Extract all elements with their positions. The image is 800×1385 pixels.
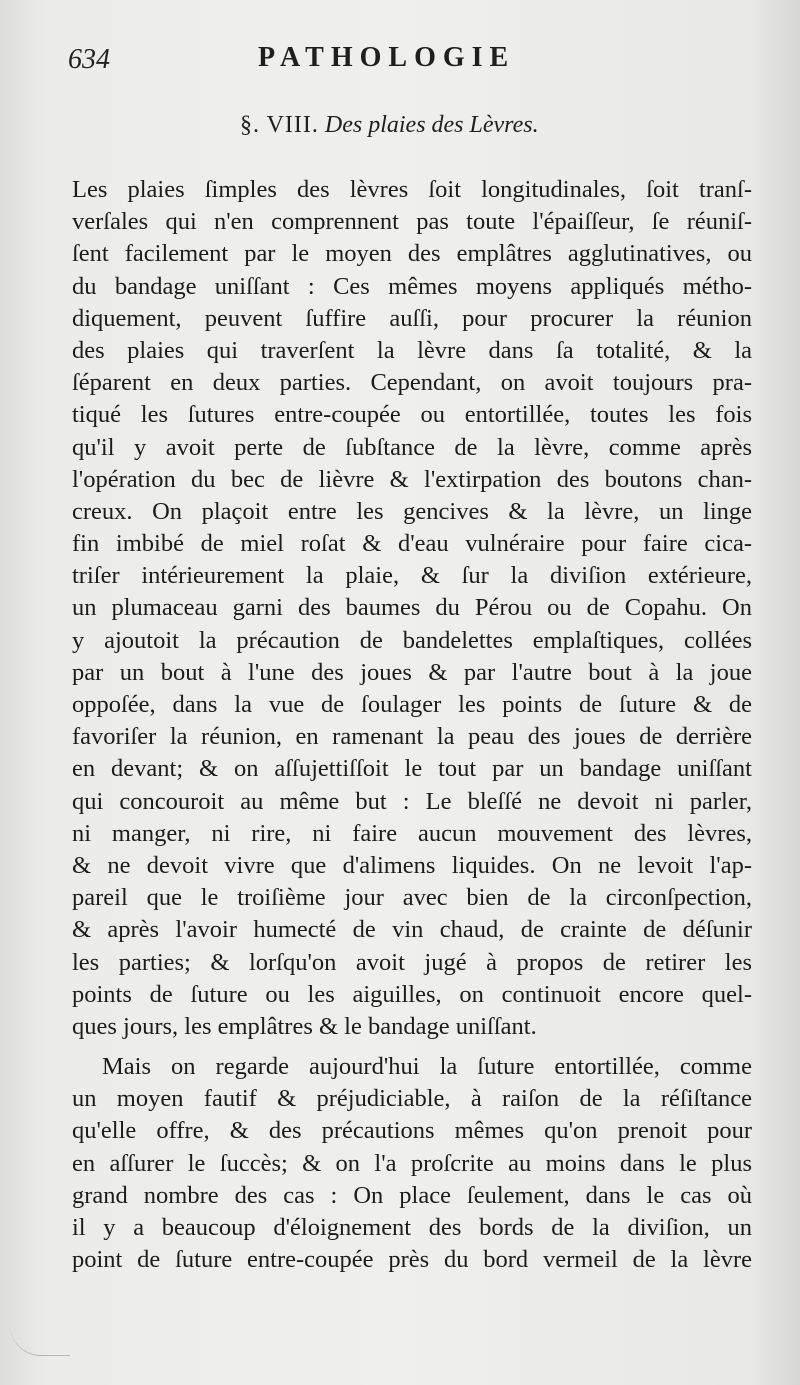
text-line: creux. On plaçoit entre les gencives & la lèvre, un linge bbox=[72, 497, 752, 525]
text-line: un moyen fautif & préjudiciable, à raiſon de la réſiſtance bbox=[72, 1085, 752, 1113]
text-line: l'opération du bec de lièvre & l'extirpation des boutons chan- bbox=[72, 465, 752, 493]
text-line: en aſſurer le ſuccès; & on l'a proſcrite au moins dans le plus bbox=[72, 1149, 752, 1177]
text-line: & ne devoit vivre que d'alimens liquides. On ne levoit l'ap- bbox=[72, 851, 752, 879]
text-line: verſales qui n'en comprennent pas toute l'épaiſſeur, ſe réuniſ- bbox=[72, 208, 752, 236]
text-line: qu'elle offre, & des précautions mêmes qu'on prenoit pour bbox=[72, 1117, 752, 1145]
text-line: Mais on regarde aujourd'hui la ſuture entortillée, comme bbox=[102, 1053, 752, 1081]
text-line: par un bout à l'une des joues & par l'autre bout à la joue bbox=[72, 658, 752, 686]
text-line: favoriſer la réunion, en ramenant la peau des joues de derrière bbox=[72, 723, 752, 751]
text-line: triſer intérieurement la plaie, & ſur la diviſion extérieure, bbox=[72, 562, 752, 590]
text-line: point de ſuture entre-coupée près du bord vermeil de la lèvre bbox=[72, 1246, 752, 1274]
text-line: du bandage uniſſant : Ces mêmes moyens appliqués métho- bbox=[72, 272, 752, 300]
text-line: ſéparent en deux parties. Cependant, on avoit toujours pra- bbox=[72, 369, 752, 397]
text-line: ni manger, ni rire, ni faire aucun mouvement des lèvres, bbox=[72, 819, 752, 847]
text-line: fin imbibé de miel roſat & d'eau vulnéraire pour faire cica- bbox=[72, 530, 752, 558]
text-line: pareil que le troiſième jour avec bien de la circonſpection, bbox=[72, 884, 752, 912]
page-corner-mark bbox=[10, 1325, 70, 1356]
text-line: diquement, peuvent ſuffire auſſi, pour procurer la réunion bbox=[72, 304, 752, 332]
text-line: points de ſuture ou les aiguilles, on continuoit encore quel- bbox=[72, 980, 752, 1008]
text-line: en devant; & on aſſujettiſſoit le tout par un bandage uniſſant bbox=[72, 755, 752, 783]
text-line: un plumaceau garni des baumes du Pérou ou de Copahu. On bbox=[72, 594, 752, 622]
text-line: oppoſée, dans la vue de ſoulager les points de ſuture & de bbox=[72, 691, 752, 718]
body-text bbox=[72, 174, 752, 1276]
running-title: PATHOLOGIE bbox=[258, 42, 516, 73]
text-line: grand nombre des cas : On place ſeulement, dans le cas où bbox=[72, 1181, 752, 1209]
text-line: ſent facilement par le moyen des emplâtres agglutinatives, ou bbox=[72, 240, 752, 268]
paragraph-1 bbox=[72, 174, 752, 1043]
text-line: tiqué les ſutures entre-coupée ou entortillée, toutes les fois bbox=[72, 401, 752, 429]
page-number: 634 bbox=[68, 44, 110, 75]
text-line: les parties; & lorſqu'on avoit jugé à propos de retirer les bbox=[72, 948, 752, 976]
text-line: qui concouroit au même but : Le bleſſé ne devoit ni parler, bbox=[72, 787, 752, 815]
section-title: Des plaies des Lèvres. bbox=[324, 112, 539, 138]
text-line: Les plaies ſimples des lèvres ſoit longitudinales, ſoit tranſ- bbox=[72, 176, 752, 203]
text-line: ques jours, les emplâtres & le bandage uniſſant. bbox=[72, 1012, 537, 1040]
section-number: §. VIII. bbox=[240, 112, 319, 138]
paragraph-gap bbox=[72, 1043, 752, 1051]
text-line: qu'il y avoit perte de ſubſtance de la lèvre, comme après bbox=[72, 433, 752, 461]
running-head bbox=[68, 38, 758, 82]
text-line: des plaies qui traverſent la lèvre dans ſa totalité, & la bbox=[72, 336, 752, 364]
text-line: & après l'avoir humecté de vin chaud, de crainte de déſunir bbox=[72, 916, 752, 944]
text-line: il y a beaucoup d'éloignement des bords de la diviſion, un bbox=[72, 1214, 752, 1241]
paragraph-2 bbox=[72, 1051, 752, 1276]
text-line: y ajoutoit la précaution de bandelettes emplaſtiques, collées bbox=[72, 626, 752, 654]
section-heading bbox=[240, 112, 660, 139]
